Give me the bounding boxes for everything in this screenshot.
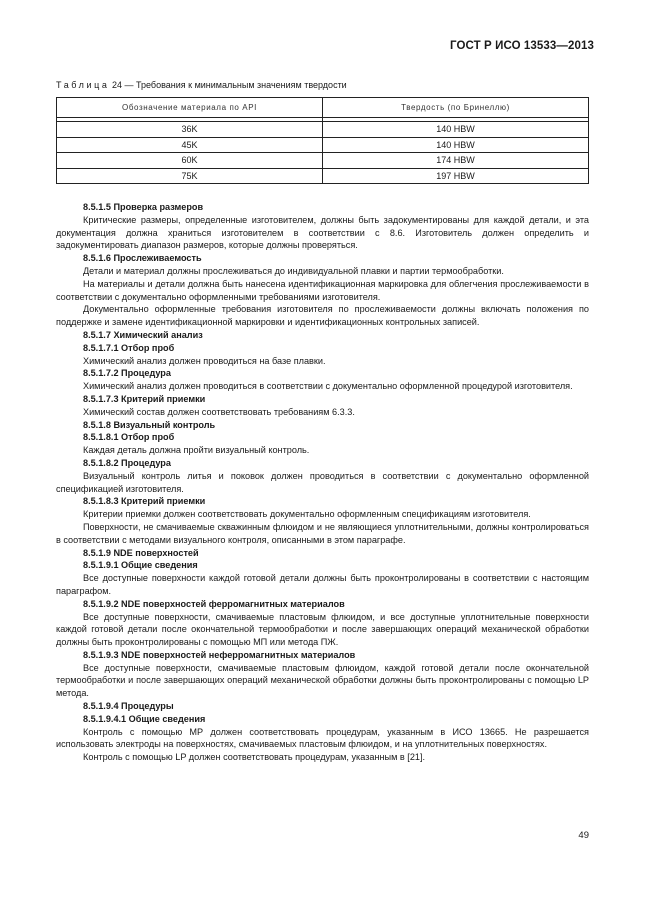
cell-material: 60K <box>57 153 323 169</box>
cell-hardness: 140 HBW <box>323 137 589 153</box>
paragraph: Все доступные поверхности, смачиваемые пластовым флюидом, каждой готовой детали после окончательной термообработки и после завершающих операций механической обработки должны быть проконтролированы с помощью LP метода. <box>56 662 589 699</box>
section-heading: 8.5.1.5 Проверка размеров <box>83 202 204 212</box>
table-caption-label: Таблица <box>56 80 110 90</box>
paragraph: Визуальный контроль литья и поковок должен проводиться в соответствии с документально оформленной спецификацией изготовителя. <box>56 470 589 494</box>
hardness-table <box>56 97 589 184</box>
section-heading: 8.5.1.7.2 Процедура <box>83 368 171 379</box>
section-heading: 8.5.1.9.4 Процедуры <box>83 701 174 712</box>
page-number: 49 <box>578 830 589 841</box>
column-header-hardness: Твердость (по Бринеллю) <box>323 98 589 118</box>
section-heading: 8.5.1.7.1 Отбор проб <box>83 342 175 353</box>
paragraph: Критерии приемки должен соответствовать документально оформленным спецификациям изготовителя. <box>83 509 531 520</box>
cell-hardness: 174 HBW <box>323 153 589 169</box>
section-heading: 8.5.1.7 Химический анализ <box>83 329 203 340</box>
table-row <box>57 168 589 184</box>
paragraph: Все доступные поверхности, смачиваемые пластовым флюидом, и все доступные уплотнительные поверхности каждой готовой детали после окончательной термообработки и после завершающих операций механической обработки должны быть проконтролированы с помощью МП или метода ПЖ. <box>56 611 589 648</box>
paragraph: Химический состав должен соответствовать требованиям 6.3.3. <box>83 406 355 417</box>
section-heading: 8.5.1.9.2 NDE поверхностей ферромагнитных материалов <box>83 598 345 609</box>
table-caption-text: 24 — Требования к минимальным значениям твердости <box>109 80 347 90</box>
paragraph: Детали и материал должны прослеживаться до индивидуальной плавки и партии термообработки. <box>83 265 504 276</box>
section-heading: 8.5.1.9 NDE поверхностей <box>83 547 199 558</box>
paragraph: На материалы и детали должна быть нанесена идентификационная маркировка для облегчения прослеживаемости в соответствии с документально оформленными требованиями изготовителя. <box>56 278 589 302</box>
section-heading: 8.5.1.8.2 Процедура <box>83 457 171 468</box>
paragraph: Критические размеры, определенные изготовителем, должны быть задокументированы для каждой детали, и эта документация должна храниться изготовителем в соответствии с 8.6. Изготовитель должен определить и задокументировать диапазон размеров, которые должны проверяться. <box>56 214 589 251</box>
section-heading: 8.5.1.9.1 Общие сведения <box>83 560 198 571</box>
section-heading: 8.5.1.6 Прослеживаемость <box>83 253 202 264</box>
section-heading: 8.5.1.8.3 Критерий приемки <box>83 496 206 507</box>
paragraph: Контроль с помощью МР должен соответствовать процедурам, указанным в ИСО 13665. Не разрешается использовать электроды на поверхностях, смачиваемых пластовым флюидом, и на уплотнительных поверхностях. <box>56 726 589 750</box>
section-heading: 8.5.1.9.4.1 Общие сведения <box>83 713 206 724</box>
body-text <box>56 201 589 764</box>
cell-material: 45K <box>57 137 323 153</box>
section-heading: 8.5.1.8.1 Отбор проб <box>83 432 175 443</box>
table-row <box>57 137 589 153</box>
table-caption <box>56 80 347 90</box>
cell-hardness: 140 HBW <box>323 122 589 138</box>
cell-material: 75K <box>57 168 323 184</box>
paragraph: Документально оформленные требования изготовителя по прослеживаемости должны включать положения по поддержке и замене идентификационной маркировки и идентификационных контрольных записей. <box>56 304 589 328</box>
section-heading: 8.5.1.9.3 NDE поверхностей неферромагнитных материалов <box>83 649 356 660</box>
paragraph: Все доступные поверхности каждой готовой детали должны быть проконтролированы в соответствии с настоящим параграфом. <box>56 573 589 596</box>
section-heading: 8.5.1.7.3 Критерий приемки <box>83 393 206 404</box>
cell-hardness: 197 HBW <box>323 168 589 184</box>
table-row <box>57 122 589 138</box>
paragraph: Химический анализ должен проводиться на базе плавки. <box>83 355 326 366</box>
paragraph: Контроль с помощью LP должен соответствовать процедурам, указанным в [21]. <box>83 752 426 763</box>
paragraph: Поверхности, не смачиваемые скважинным флюидом и не являющиеся уплотнительными, должны контролироваться в соответствии с методами визуального контроля, описанными в этом параграфе. <box>56 521 589 545</box>
cell-material: 36K <box>57 122 323 138</box>
paragraph: Каждая деталь должна пройти визуальный контроль. <box>83 445 310 456</box>
table-header-row <box>57 98 589 118</box>
section-heading: 8.5.1.8 Визуальный контроль <box>83 419 216 430</box>
paragraph: Химический анализ должен проводиться в соответствии с документально оформленной процедурой изготовителя. <box>83 381 573 392</box>
column-header-material: Обозначение материала по API <box>57 98 323 118</box>
document-code: ГОСТ Р ИСО 13533—2013 <box>449 40 594 52</box>
table-row <box>57 153 589 169</box>
